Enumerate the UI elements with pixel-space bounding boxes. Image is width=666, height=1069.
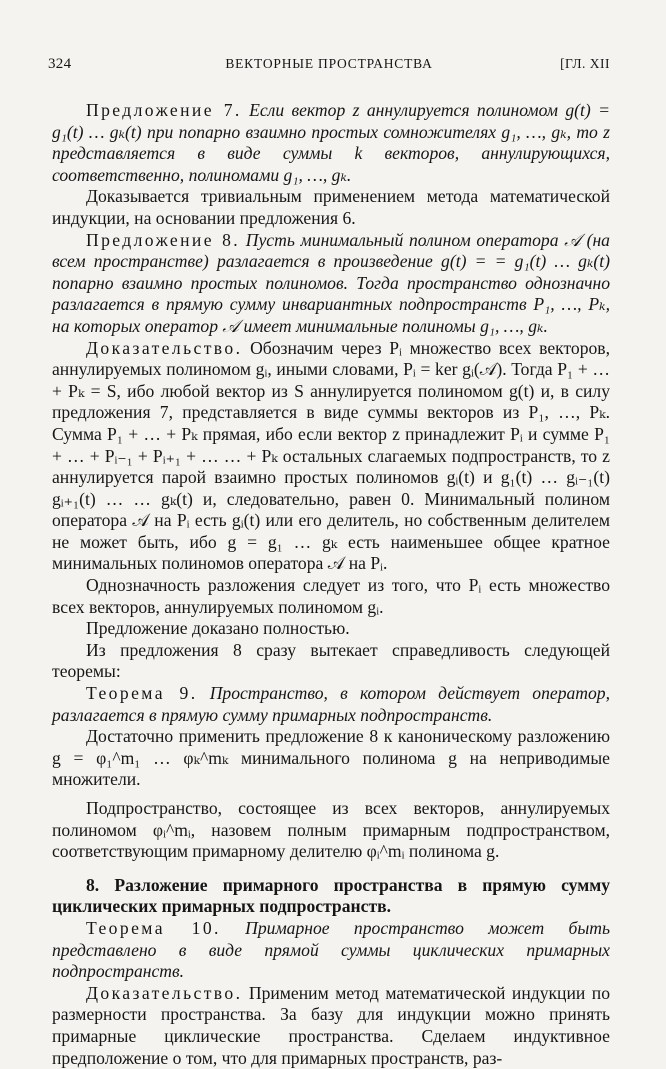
proposition-7 <box>52 100 610 186</box>
theorem-9-text: Пространство, в котором действует оператор, разлагается в прямую сумму примарных подпространств. <box>52 683 610 725</box>
proposition-7-proof: Доказывается тривиальным применением метода математической индукции, на основании предложения 6. <box>52 186 610 228</box>
page-header <box>48 56 610 78</box>
page-body <box>52 100 610 1069</box>
theorem-9 <box>52 683 610 726</box>
theorem-10-proof-text: Применим метод математической индукции по размерности пространства. За базу для индукции можно принять примарные циклические пространства. Сделаем индуктивное предположение о том, что для примарных пространств, раз- <box>52 982 610 1068</box>
consequence-paragraph: Из предложения 8 сразу вытекает справедливость следующей теоремы: <box>52 639 610 682</box>
proposition-7-text: Если вектор z аннулируется полиномом g(t) = g₁(t) … gₖ(t) при попарно взаимно простых сомножителях g₁, …, gₖ, то z представляется в виде суммы k векторов, аннулирующихся, соответственно, полиномами g₁, …, gₖ. <box>52 100 610 185</box>
section-8-title: 8. Разложение примарного пространства в прямую сумму циклических примарных подпространств. <box>52 874 610 917</box>
chapter-label: [ГЛ. XII <box>560 56 610 71</box>
proposition-7-label: Предложение 7. <box>86 100 242 120</box>
theorem-10-proof-label: Доказательство. <box>86 982 243 1003</box>
theorem-9-proof: Достаточно применить предложение 8 к каноническому разложению g = φ₁^m₁ … φₖ^mₖ минимального полинома g на неприводимые множители. <box>52 726 610 790</box>
proved-paragraph: Предложение доказано полностью. <box>86 618 350 639</box>
uniqueness-paragraph: Однозначность разложения следует из того, что Pᵢ есть множество всех векторов, аннулируемых полиномом gᵢ. <box>52 575 610 617</box>
proof-text: Обозначим через Pᵢ множество всех векторов, аннулируемых полиномом gᵢ, иными словами, Pᵢ = ker gᵢ(𝒜). Тогда P₁ + … + Pₖ = S, ибо любой вектор из S аннулируется полиномом g(t) и, в силу предложения 7, представляется в виде суммы векторов из P₁, …, Pₖ. Сумма P₁ + … + Pₖ прямая, ибо если вектор z принадлежит Pᵢ и сумме P₁ + … + Pᵢ₋₁ + Pᵢ₊₁ + … … + Pₖ остальных слагаемых подпространств, то z аннулируется парой взаимно простых полиномов gᵢ(t) и g₁(t) … gᵢ₋₁(t) gᵢ₊₁(t) … … gₖ(t) и, следовательно, равен 0. Минимальный полином оператора 𝒜 на Pᵢ есть gᵢ(t) или его делитель, но собственным делителем не может быть, ибо g = g₁ … gₖ есть наименьшее общее кратное минимальных полиномов оператора 𝒜 на Pᵢ. <box>52 337 610 574</box>
proof-label: Доказательство. <box>86 337 243 358</box>
page-number: 324 <box>48 56 72 72</box>
theorem-9-label: Теорема 9. <box>86 683 198 704</box>
proposition-8-text: Пусть минимальный полином оператора 𝒜 (на всем пространстве) разлагается в произведение g(t) = = g₁(t) … gₖ(t) попарно взаимно простых полиномов. Тогда пространство однозначно разлагается в прямую сумму инвариантных подпространств P₁, …, Pₖ, на которых оператор 𝒜 имеет минимальные полиномы g₁, …, gₖ. <box>52 229 610 336</box>
theorem-10-proof <box>52 983 610 1069</box>
proposition-8-label: Предложение 8. <box>86 229 241 250</box>
proposition-8-proof <box>52 338 610 576</box>
proposition-8 <box>52 230 610 338</box>
definition-paragraph: Подпространство, состоящее из всех векторов, аннулируемых полиномом φᵢ^mᵢ, назовем полным примарным подпространством, соответствующим примарному делителю φᵢ^mᵢ полинома g. <box>52 798 610 862</box>
theorem-10-text: Примарное пространство может быть представлено в виде прямой суммы циклических примарных подпространств. <box>52 917 610 982</box>
running-title: ВЕКТОРНЫЕ ПРОСТРАНСТВА <box>225 56 433 71</box>
theorem-10 <box>52 918 610 983</box>
theorem-10-label: Теорема 10. <box>86 917 221 938</box>
